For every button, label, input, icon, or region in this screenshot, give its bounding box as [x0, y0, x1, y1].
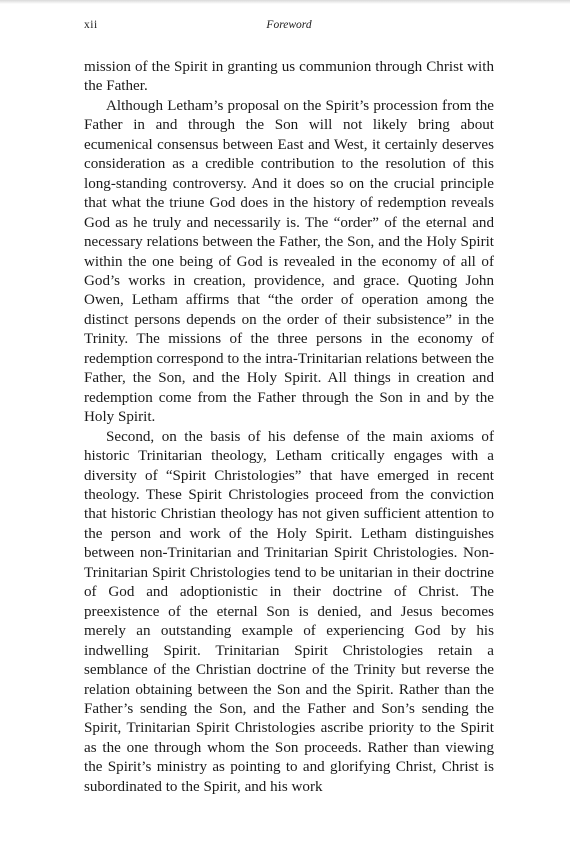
body-text [84, 58, 494, 797]
running-head [84, 19, 494, 35]
paragraph-letham-proposal: Although Letham’s proposal on the Spirit’s procession from the Father in and through the Son will not likely bring about ecumenical consensus between East and West, it certainly deserves consideration as a credible contribution to the resolution of this long-standing controversy. And it does so on the crucial principle that what the triune God does in the history of redemption reveals God as he truly and necessarily is. The “order” of the eternal and necessary relations between the Father, the Son, and the Holy Spirit within the one being of God is revealed in the economy of all of God’s works in creation, providence, and grace. Quoting John Owen, Letham affirms that “the order of operation among the distinct persons depends on the order of their subsistence” in the Trinity. The missions of the three persons in the economy of redemption correspond to the intra-Trinitarian relations between the Father, the Son, and the Holy Spirit. All things in creation and redemption come from the Father through the Son in and by the Holy Spirit. [84, 97, 494, 426]
page-number: xii [84, 19, 98, 31]
paragraph-continued: mission of the Spirit in granting us communion through Christ with the Father. [84, 59, 494, 95]
running-head-title: Foreword [266, 19, 312, 31]
paragraph-spirit-christologies: Second, on the basis of his defense of the main axioms of historic Trinitarian theology, Letham critically engages with a diversity of “Spirit Christologies” that have emerged in recent theology. These Spirit Christologies proceed from the conviction that historic Christian theology has not given sufficient attention to the person and work of the Holy Spirit. Letham distinguishes between non-Trinitarian and Trinitarian Spirit Christologies. Non-Trinitarian Spirit Christologies tend to be unitarian in their doctrine of God and adoptionistic in their doctrine of Christ. The preexistence of the eternal Son is denied, and Jesus becomes merely an outstanding example of experiencing God by his indwelling Spirit. Trinitarian Spirit Christologies retain a semblance of the Christian doctrine of the Trinity but reverse the relation obtaining between the Son and the Spirit. Rather than the Father’s sending the Son, and the Father and Son’s sending the Spirit, Trinitarian Spirit Christologies ascribe priority to the Spirit as the one through whom the Son proceeds. Rather than viewing the Spirit’s ministry as pointing to and glorifying Christ, Christ is subordinated to the Spirit, and his work [84, 428, 494, 795]
page-top-edge [0, 0, 570, 4]
